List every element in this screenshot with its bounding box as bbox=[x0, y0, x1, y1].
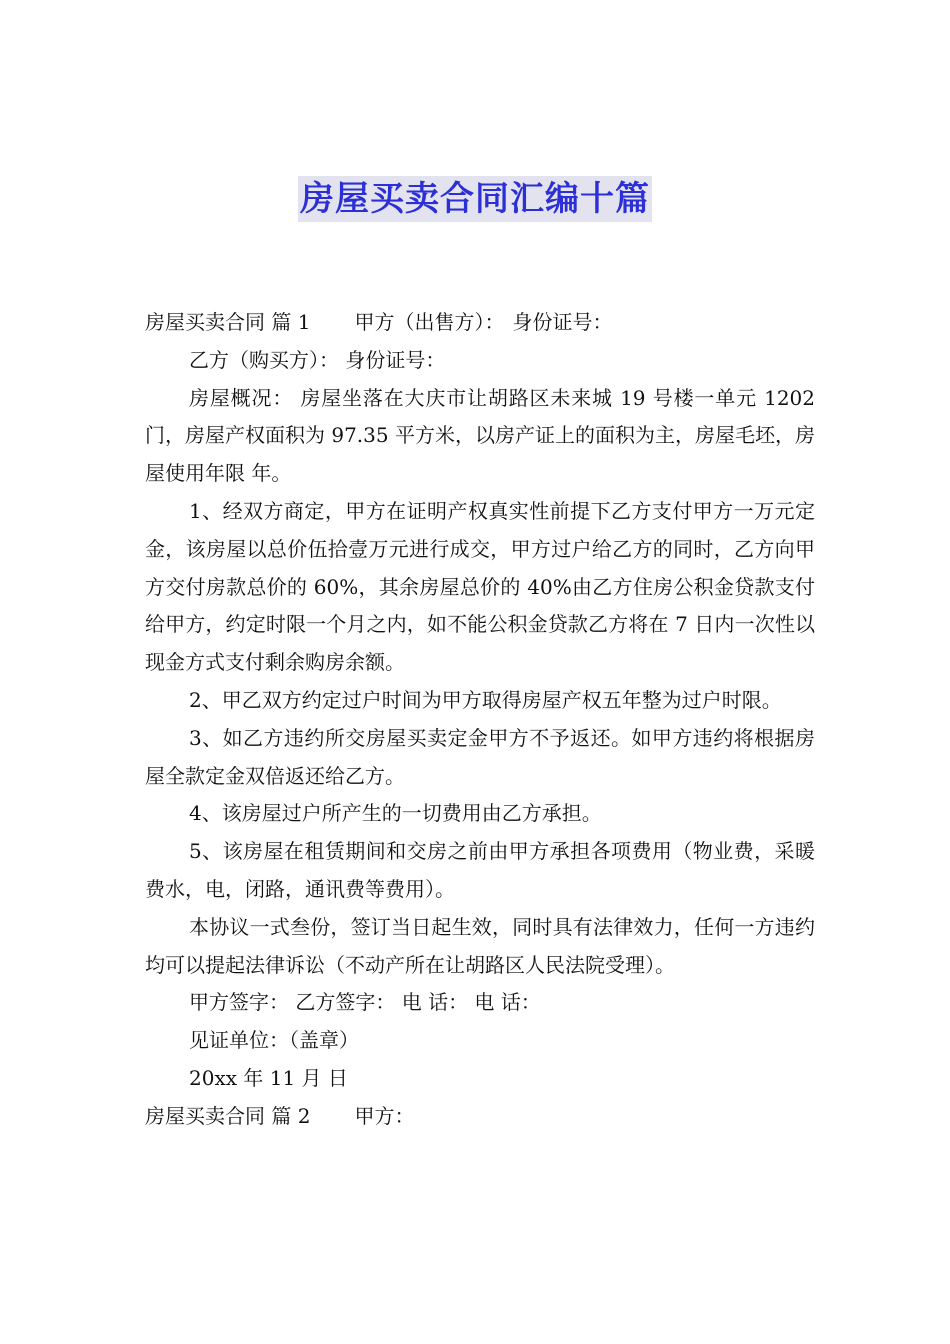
contract1-overview: 房屋概况： 房屋坐落在大庆市让胡路区未来城 19 号楼一单元 1202 门，房屋产权面积为 97.35 平方米，以房产证上的面积为主，房屋毛坯，房屋使用年限 年。 bbox=[145, 385, 815, 486]
contract1-date: 20xx 年 11 月 日 bbox=[189, 1065, 348, 1090]
document-body bbox=[145, 304, 815, 1136]
contract1-clause-1: 1、经双方商定，甲方在证明产权真实性前提下乙方支付甲方一万元定金，该房屋以总价伍拾壹万元进行成交，甲方过户给乙方的同时，乙方向甲方交付房款总价的 60%，其余房屋总价的 40%由乙方住房公积金贷款支付给甲方，约定时限一个月之内，如不能公积金贷款乙方将在 7 日内一次性以现金方式支付剩余购房余额。 bbox=[145, 498, 815, 675]
contract1-party-a-label: 甲方（出售方）： bbox=[354, 310, 505, 334]
contract2-heading: 房屋买卖合同 篇 2 bbox=[145, 1103, 311, 1128]
contract1-clause-5: 5、该房屋在租赁期间和交房之前由甲方承担各项费用（物业费，采暖费水，电，闭路，通讯费等费用）。 bbox=[145, 839, 815, 901]
contract1-clause-3: 3、如乙方违约所交房屋买卖定金甲方不予返还。如甲方违约将根据房屋全款定金双倍返还给乙方。 bbox=[145, 725, 815, 788]
contract1-clause-2: 2、甲乙双方约定过户时间为甲方取得房屋产权五年整为过户时限。 bbox=[189, 687, 782, 712]
document-title: 房屋买卖合同汇编十篇 bbox=[298, 176, 652, 222]
contract2-party-a-label: 甲方： bbox=[354, 1103, 415, 1128]
contract1-party-b: 乙方（购买方）： 身份证号： bbox=[189, 347, 446, 372]
contract1-clause-4: 4、该房屋过户所产生的一切费用由乙方承担。 bbox=[189, 801, 602, 826]
contract1-party-a-id: 身份证号： bbox=[512, 310, 613, 334]
contract1-signatures: 甲方签字： 乙方签字： 电 话： 电 话： bbox=[189, 990, 541, 1015]
contract1-agreement: 本协议一式叁份，签订当日起生效，同时具有法律效力，任何一方违约均可以提起法律诉讼（不动产所在让胡路区人民法院受理）。 bbox=[145, 914, 815, 977]
contract1-witness: 见证单位：（盖章） bbox=[189, 1028, 359, 1053]
contract1-heading: 房屋买卖合同 篇 1 bbox=[145, 310, 311, 334]
title-container bbox=[0, 176, 950, 222]
contract2-heading-line bbox=[145, 1098, 815, 1136]
contract1-heading-line bbox=[145, 304, 815, 342]
